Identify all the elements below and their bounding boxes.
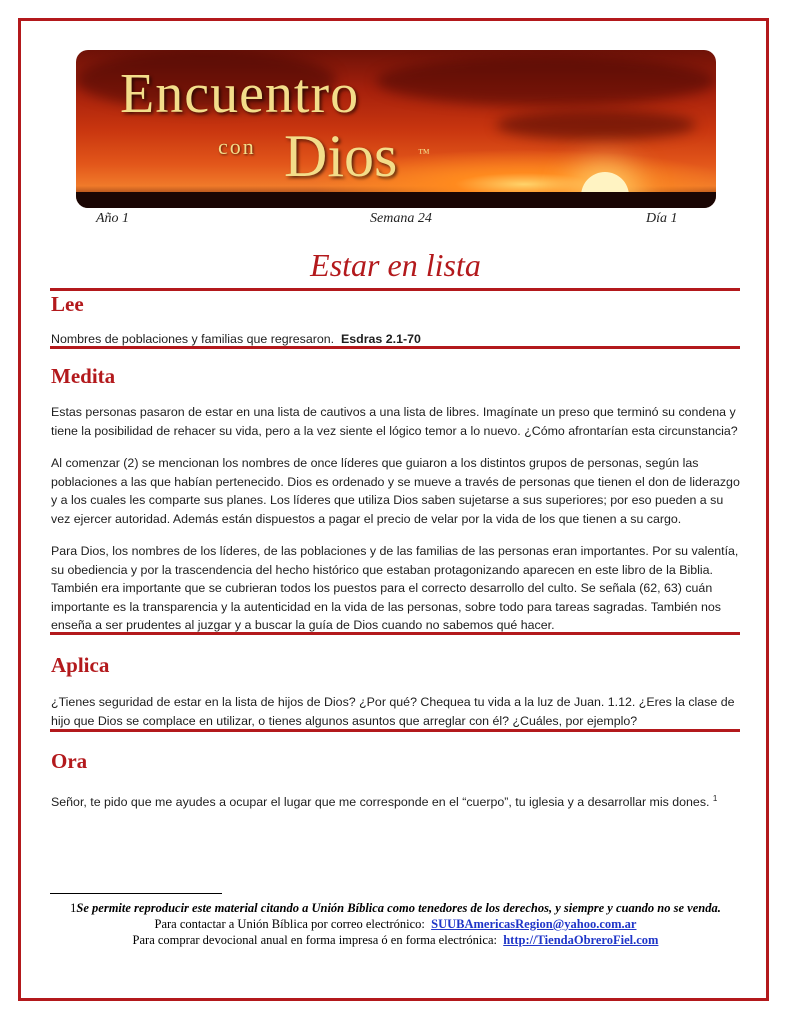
- purchase-line: [0, 933, 791, 948]
- divider: [50, 346, 740, 349]
- ora-prayer: Señor, te pido que me ayudes a ocupar el lugar que me corresponde en el “cuerpo”, tu iglesia y a desarrollar mis dones.: [51, 795, 710, 810]
- footnote-number: 1: [70, 901, 77, 915]
- divider: [50, 632, 740, 635]
- contact-label: Para contactar a Unión Bíblica por correo electrónico:: [154, 917, 425, 931]
- section-heading-ora: Ora: [51, 749, 88, 773]
- section-heading-aplica: Aplica: [51, 653, 110, 677]
- meta-day: Día 1: [646, 211, 678, 226]
- page-title: Estar en lista: [310, 247, 481, 283]
- meta-week: Semana 24: [370, 211, 432, 226]
- ora-text: [51, 790, 741, 812]
- divider: [50, 729, 740, 732]
- horizon-silhouette: [76, 192, 716, 208]
- logo-title-con: con: [218, 134, 256, 159]
- meta-year: Año 1: [96, 211, 130, 226]
- logo-title-encuentro: Encuentro: [120, 63, 360, 125]
- aplica-text: ¿Tienes seguridad de estar en la lista de hijos de Dios? ¿Por qué? Chequea tu vida a la luz de Juan. 1.12. ¿Eres la clase de hijo que Dios se complace en utilizar, o tienes algunos asuntos que arreglar con él? ¿Cuáles, por ejemplo?: [51, 695, 735, 728]
- lee-summary: Nombres de poblaciones y familias que regresaron.: [51, 332, 335, 346]
- logo-title-dios: Dios: [284, 123, 398, 189]
- divider: [50, 288, 740, 291]
- contact-line: [0, 917, 791, 932]
- header-banner: [76, 50, 716, 208]
- footnote-text: [0, 901, 791, 916]
- footnote-note: Se permite reproducir este material citando a Unión Bíblica como tenedores de los derechos, y siempre y cuando no se venda.: [76, 901, 721, 915]
- medita-paragraph-1: Estas personas pasaron de estar en una lista de cautivos a una lista de libres. Imagínate un preso que terminó su condena y tiene la posibilidad de rehacer su vida, pero a la vez siente el lógico temor a lo nuevo. ¿Cómo afrontarían esta circunstancia?: [51, 405, 738, 438]
- trademark-symbol: ™: [418, 146, 430, 160]
- medita-paragraph-2: Al comenzar (2) se mencionan los nombres de once líderes que guiaron a los distintos grupos de personas, según las poblaciones a las que habían pertenecido. Dios es ordenado y se mueve a través de personas que tienen el don de liderazgo y a los cuales les comparte sus planes. Los líderes que utiliza Dios saben sujetarse a sus superiores; por eso pueden a su vez ejercer autoridad. Además están dispuestos a pagar el precio de velar por la vida de los que tienen a su cargo.: [51, 456, 740, 526]
- lee-reference: Esdras 2.1-70: [340, 332, 421, 346]
- purchase-url-link[interactable]: http://TiendaObreroFiel.com: [503, 933, 659, 947]
- footnote-mark: 1: [712, 794, 718, 803]
- section-heading-medita: Medita: [51, 364, 116, 388]
- medita-paragraph-3: Para Dios, los nombres de los líderes, de las poblaciones y de las familias de las personas eran importantes. Por su valentía, su obediencia y por la trascendencia del hecho histórico que estaban protagonizando aparecen en este libro de la Biblia. También era importante que se cubrieran todos los puestos para el correcto desarrollo del culto. Se señala (62, 63) cuán importante es la transparencia y la autenticidad en la vida de las personas, sobre todo para tareas sagradas. También nos enseña a ser prudentes al juzgar y a buscar la guía de Dios cuando no sabemos qué hacer.: [51, 544, 739, 632]
- footnote-rule: [50, 893, 222, 894]
- section-heading-lee: Lee: [51, 292, 84, 316]
- contact-email-link[interactable]: SUUBAmericasRegion@yahoo.com.ar: [431, 917, 637, 931]
- purchase-label: Para comprar devocional anual en forma impresa ó en forma electrónica:: [132, 933, 497, 947]
